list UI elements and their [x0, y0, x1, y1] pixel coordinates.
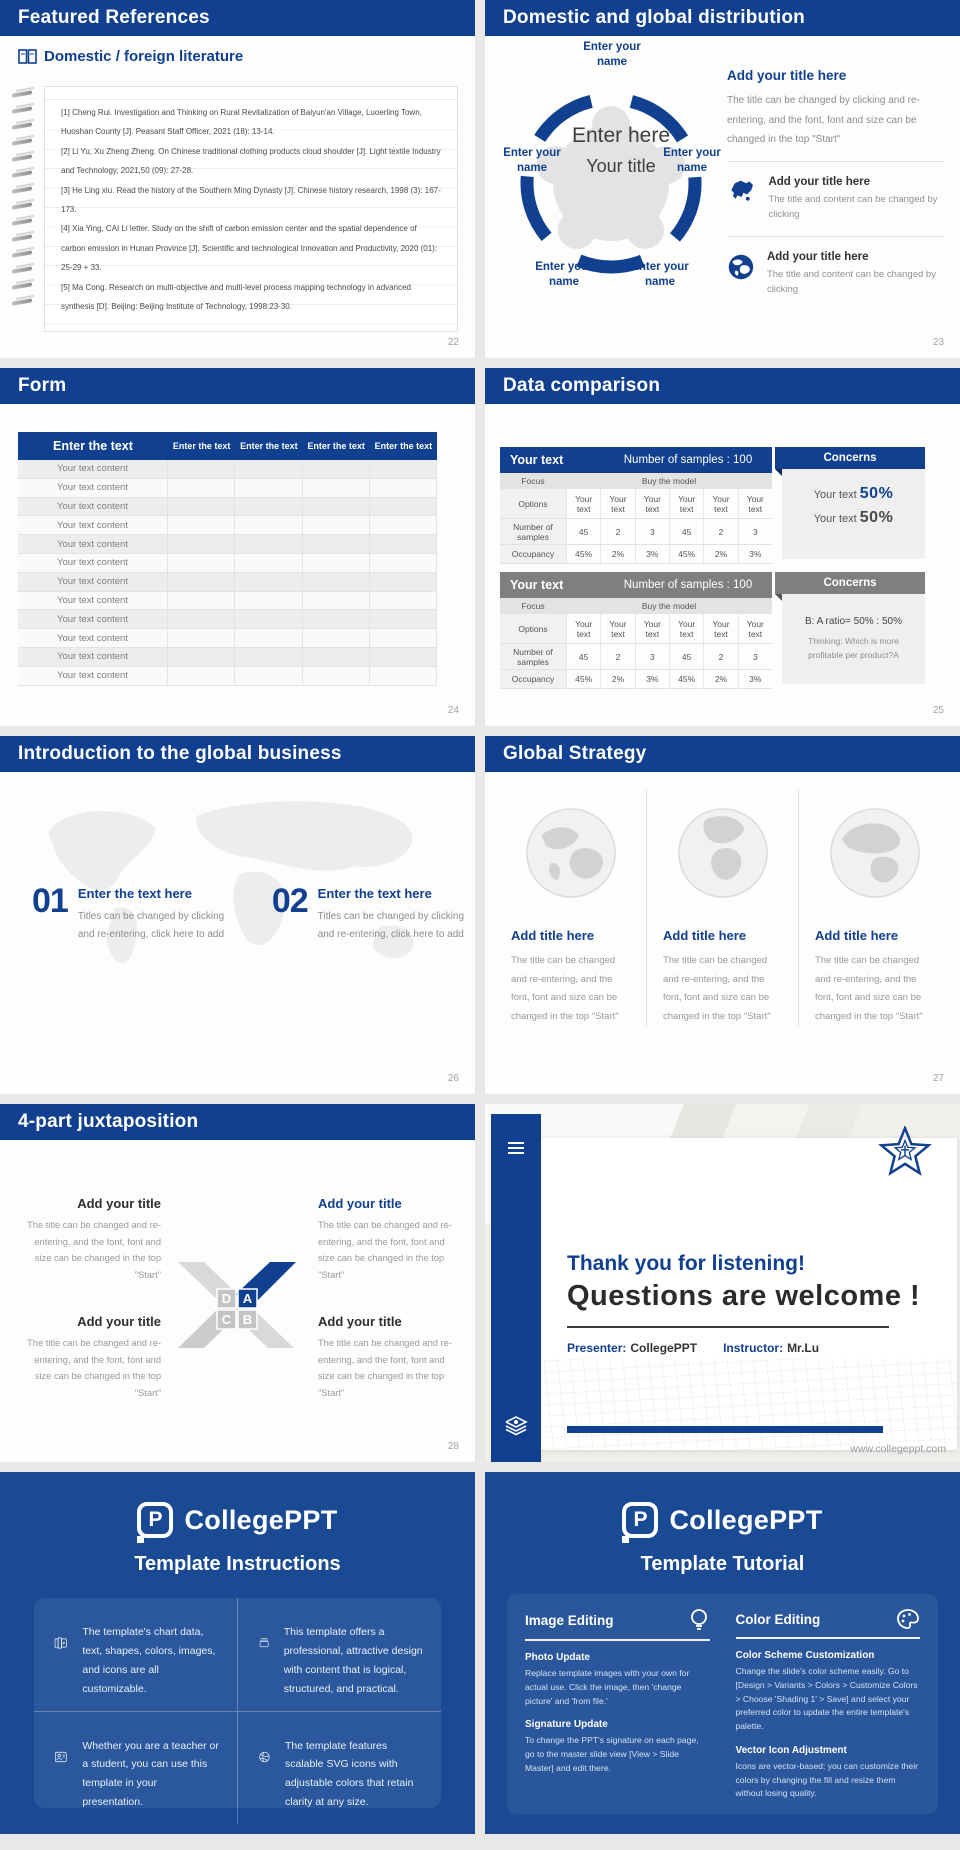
table-row: Number of samples 45 2 3 45 2 3	[500, 644, 772, 670]
table-row: Occupancy 45% 2% 3% 45% 2% 3%	[500, 545, 772, 564]
table-subheader: Focus Buy the model	[500, 473, 772, 489]
table-cell: 45%	[566, 545, 600, 564]
empty-cell	[303, 554, 370, 573]
table-cell: Your text	[703, 614, 737, 644]
strategy-column	[798, 790, 950, 1026]
empty-cell	[168, 460, 235, 479]
strategy-columns	[495, 790, 950, 1026]
tutorial-column-color-editing	[736, 1608, 921, 1804]
table-cell: 3%	[738, 670, 772, 689]
slide-title-bar	[485, 368, 960, 404]
numbered-items	[32, 884, 465, 943]
numbered-item	[272, 884, 475, 943]
form-table	[18, 432, 437, 686]
presenter-pair: Presenter: CollegePPT	[567, 1341, 698, 1355]
table-row	[18, 498, 437, 517]
item-heading: Enter the text here	[317, 886, 432, 901]
tutorial-section	[736, 1650, 921, 1734]
letter-c: C	[221, 1312, 232, 1327]
slide-title-bar	[0, 0, 475, 36]
slide-23-distribution[interactable]	[485, 0, 960, 358]
empty-cell	[235, 554, 302, 573]
numbered-item	[32, 884, 236, 943]
table-row: Options Your text Your text Your text Your text Your text Your text	[500, 614, 772, 644]
empty-cell	[168, 535, 235, 554]
section-heading: Vector Icon Adjustment	[735, 1744, 847, 1756]
empty-cell	[303, 629, 370, 648]
table-cell: 2%	[703, 670, 737, 689]
row-label-cell: Your text content	[18, 610, 168, 629]
empty-cell	[303, 516, 370, 535]
block-body: The title can be changed and re-entering, and the font, font and size can be changed in the top "Start"	[318, 1338, 452, 1399]
table-cell: 45%	[566, 670, 600, 689]
item-body: Titles can be changed by clicking and re-entering, click here to add	[317, 911, 465, 940]
table-cell: 3	[635, 644, 669, 670]
table-row	[18, 592, 437, 611]
row-label-cell: Your text content	[18, 535, 168, 554]
row-label-cell: Your text content	[18, 648, 168, 667]
distribution-right-column	[727, 68, 944, 300]
diagram-center-text: Enter here Your title	[571, 124, 671, 176]
divider-line	[567, 1326, 889, 1328]
ball-icon	[258, 1737, 272, 1777]
table-cell: 2%	[600, 670, 634, 689]
block-heading: Add your title here	[727, 68, 847, 83]
table-row	[18, 535, 437, 554]
block-body: The title can be changed by clicking and re-entering, and the font, font and size can be changed in the top "Start"	[727, 95, 920, 145]
table-row	[18, 554, 437, 573]
id-card-icon	[54, 1737, 68, 1777]
empty-cell	[235, 573, 302, 592]
empty-cell	[235, 648, 302, 667]
row-label-cell: Your text content	[18, 554, 168, 573]
thanks-line: Thank you for listening!	[567, 1252, 806, 1275]
table-header: Your text Number of samples : 100	[500, 572, 772, 598]
instruction-text: The template features scalable SVG icons with adjustable colors that retain clarity at any size.	[285, 1739, 414, 1809]
table-row	[18, 629, 437, 648]
item-body: The title and content can be changed by clicking	[766, 268, 936, 296]
text-block-bottom-left	[16, 1314, 161, 1402]
empty-cell	[303, 610, 370, 629]
table-cell: Your text	[635, 614, 669, 644]
item-number: 02	[271, 882, 308, 920]
table-cell: 2	[600, 519, 634, 545]
column-header: Enter the text	[374, 441, 433, 451]
slide-title: Global Strategy	[503, 743, 647, 764]
column-body: The title can be changed and re-entering, and the font, font and size can be changed in the top "Start"	[815, 955, 923, 1022]
empty-cell	[168, 516, 235, 535]
logo	[485, 1472, 960, 1538]
section-heading: Photo Update	[525, 1652, 590, 1663]
concerns-panel-gray	[782, 572, 925, 684]
table-row	[18, 460, 437, 479]
column-heading: Add title here	[815, 928, 899, 943]
column-header: Enter the text	[172, 441, 231, 451]
slide-28-juxtaposition[interactable]	[0, 1104, 475, 1462]
table-cell: Your text	[703, 489, 737, 519]
presenter-row	[567, 1341, 819, 1355]
item-body: Titles can be changed by clicking and re-entering, click here to add	[77, 911, 225, 940]
empty-cell	[168, 648, 235, 667]
table-cell: 3%	[635, 545, 669, 564]
letter-b: B	[242, 1312, 253, 1327]
tutorial-card	[507, 1594, 938, 1814]
slide-title: Domestic and global distribution	[503, 7, 805, 28]
text-block-top-right	[318, 1196, 463, 1284]
slide-thank-you[interactable]	[485, 1104, 960, 1462]
table-cell: Your text	[738, 489, 772, 519]
block-body: The title can be changed and re-entering, and the font, font and size can be changed in the top "Start"	[318, 1220, 452, 1281]
empty-cell	[303, 648, 370, 667]
empty-cell	[370, 554, 437, 573]
row-label-cell: Your text content	[18, 667, 168, 686]
section-heading: Signature Update	[525, 1719, 608, 1731]
text-block-top-left	[16, 1196, 161, 1284]
svg-text:P: P	[62, 1641, 66, 1646]
empty-cell	[168, 573, 235, 592]
table-row: Number of samples 45 2 3 45 2 3	[500, 519, 772, 545]
instruction-text: The template's chart data, text, shapes, colors, images, and icons are all customizable.	[82, 1626, 216, 1695]
table-row: Occupancy 45% 2% 3% 45% 2% 3%	[500, 670, 772, 689]
block-heading: Add your title	[318, 1314, 402, 1329]
row-label-cell: Your text content	[18, 479, 168, 498]
collegeppt-logo-icon: P	[622, 1502, 658, 1538]
reference-entry: [4] Xia Ying, CAI Li letter. Study on the shift of carbon emission center and the spatial dependence of carbon emission in Hunan Province [J]. Scientific and technological Innovation and Productivity, 2020 (01): 25-29 + 33.	[61, 224, 438, 273]
table-cell: Your text	[600, 614, 634, 644]
table-cell: 45%	[669, 670, 703, 689]
reference-paper	[44, 86, 458, 332]
globe-icon	[727, 251, 755, 283]
page-number: 26	[447, 1073, 459, 1084]
instruction-item	[34, 1598, 238, 1712]
lightbulb-icon	[688, 1608, 710, 1632]
tutorial-section	[736, 1745, 921, 1801]
table-row	[18, 610, 437, 629]
section-body: Change the slide's color scheme easily. Go to [Design > Variants > Colors > Customize Colors > Choose 'Shading 1' > Save] and select your preferred color to update the entire template's palette.	[735, 1666, 918, 1731]
questions-line: Questions are welcome !	[567, 1280, 921, 1312]
node-label: Enter your name	[663, 147, 721, 174]
palette-icon	[896, 1608, 920, 1630]
instruction-item	[34, 1712, 238, 1825]
concerns-body	[782, 469, 925, 559]
table-cell: Your text	[635, 489, 669, 519]
instructor-pair: Instructor: Mr.Lu	[723, 1341, 820, 1355]
accent-bar	[567, 1426, 883, 1433]
table-cell: 3%	[635, 670, 669, 689]
table-cell: 2%	[600, 545, 634, 564]
table-header-row	[18, 432, 437, 460]
empty-cell	[168, 554, 235, 573]
item-heading: Add your title here	[768, 175, 871, 188]
empty-cell	[168, 592, 235, 611]
table-cell: 45	[566, 519, 600, 545]
layers-icon	[504, 1414, 528, 1436]
empty-cell	[370, 516, 437, 535]
globe-icon	[524, 806, 618, 900]
page-number: 28	[447, 1441, 459, 1452]
side-ribbon	[491, 1114, 541, 1462]
list-item	[727, 248, 944, 300]
slide-title: Introduction to the global business	[18, 743, 342, 764]
empty-cell	[168, 629, 235, 648]
slide-title-bar	[0, 368, 475, 404]
instruction-item	[238, 1598, 442, 1712]
instruction-item	[238, 1712, 442, 1825]
table-cell: 2	[703, 519, 737, 545]
column-body: The title can be changed and re-entering, and the font, font and size can be changed in the top "Start"	[663, 955, 771, 1022]
reference-entry: [1] Cheng Rui. Investigation and Thinking on Rural Revitalization of Baiyun'an Village, Luoerling Town, Huoshan County [J]. Peasant Staff Officer, 2021 (18): 13-14.	[61, 108, 422, 137]
comparison-table-blue	[500, 447, 772, 564]
tutorial-section	[525, 1652, 710, 1708]
empty-cell	[235, 498, 302, 517]
empty-cell	[168, 610, 235, 629]
slide-25-data-comparison[interactable]	[485, 368, 960, 726]
block-heading: Add your title	[77, 1196, 161, 1211]
item-heading: Enter the text here	[77, 886, 192, 901]
globe-icon	[676, 806, 770, 900]
empty-cell	[235, 460, 302, 479]
column-header: Enter the text	[307, 441, 365, 451]
section-body: Icons are vector-based; you can customize their colors by changing the fill and resize them without losing quality.	[735, 1760, 918, 1799]
table-cell: 45	[669, 644, 703, 670]
table-row	[18, 479, 437, 498]
node-label: Enter your name	[535, 261, 593, 288]
ratio-line: B: A ratio= 50% : 50%	[804, 616, 902, 627]
thinking-line: Thinking: Which is more profitable per product?A	[808, 636, 899, 660]
table-cell: 3	[738, 644, 772, 670]
empty-cell	[168, 667, 235, 686]
panel-template-tutorial	[485, 1472, 960, 1834]
empty-cell	[235, 610, 302, 629]
concerns-panel-blue	[782, 447, 925, 559]
slide-title: 4-part juxtaposition	[18, 1111, 199, 1132]
page-number: 23	[932, 337, 944, 348]
table-cell: 2	[703, 644, 737, 670]
table-body	[18, 460, 437, 686]
row-label-cell: Your text content	[18, 573, 168, 592]
tutorial-section	[525, 1719, 710, 1775]
slide-title: Featured References	[18, 7, 210, 28]
book-icon	[18, 49, 37, 64]
instruction-text: Whether you are a teacher or a student, you can use this template in your presentation.	[82, 1739, 219, 1809]
concern-line: Your text 50%	[813, 485, 894, 502]
empty-cell	[370, 667, 437, 686]
row-label-cell: Your text content	[18, 516, 168, 535]
slide-title-bar	[485, 736, 960, 772]
gear-diagram	[501, 28, 723, 318]
column-body: The title can be changed and re-entering, and the font, font and size can be changed in the top "Start"	[511, 955, 619, 1022]
instructions-card	[34, 1598, 441, 1808]
empty-cell	[303, 460, 370, 479]
block-body: The title can be changed and re-entering, and the font, font and size can be changed in the top "Start"	[27, 1220, 161, 1281]
school-badge	[878, 1126, 932, 1180]
reference-entry: [5] Ma Cong. Research on multi-objective and multi-level process mapping technology in advanced synthesis [D]. Beijing: Beijing Institute of Technology, 1998:23-30.	[61, 282, 411, 312]
logo-text: CollegePPT	[184, 1504, 338, 1535]
table-cell: Your text	[566, 489, 600, 519]
table-row	[18, 648, 437, 667]
column-header: Enter the text	[240, 441, 298, 451]
row-label-cell: Your text content	[18, 460, 168, 479]
empty-cell	[303, 535, 370, 554]
letter-d: D	[221, 1291, 232, 1306]
logo	[0, 1472, 475, 1538]
section-heading: Domestic / foreign literature	[18, 48, 243, 65]
table-row	[18, 516, 437, 535]
spiral-binding	[12, 92, 32, 304]
empty-cell	[235, 592, 302, 611]
table-cell: 45%	[669, 545, 703, 564]
empty-cell	[235, 516, 302, 535]
column-header: Color Editing	[736, 1608, 921, 1639]
table-cell: 2	[600, 644, 634, 670]
reference-entry: [3] He Ling xiu. Read the history of the Southern Ming Dynasty [J]. Chinese history research, 1998 (3): 167-173.	[61, 185, 441, 215]
empty-cell	[303, 498, 370, 517]
concerns-header: Concerns	[775, 572, 925, 594]
empty-cell	[235, 629, 302, 648]
empty-cell	[370, 535, 437, 554]
block-body: The title can be changed and re-entering, and the font, font and size can be changed in the top "Start"	[27, 1338, 161, 1399]
slide-24-form[interactable]	[0, 368, 475, 726]
pages-icon	[54, 1623, 68, 1663]
slide-title-bar	[0, 1104, 475, 1140]
empty-cell	[370, 460, 437, 479]
empty-cell	[370, 573, 437, 592]
china-map-icon	[727, 176, 756, 206]
concerns-body	[782, 594, 925, 684]
empty-cell	[168, 479, 235, 498]
empty-cell	[235, 535, 302, 554]
node-label: Enter your name	[631, 261, 689, 288]
table-cell: 2%	[703, 545, 737, 564]
list-item	[727, 173, 944, 225]
reference-entry: [2] Li Yu, Xu Zheng Zheng. On Chinese traditional clothing products cloud shoulder [J]. Light textile Industry and Technology, 2021,50 (09): 27-28.	[61, 146, 441, 176]
node-label: Enter your name	[503, 147, 561, 174]
globe-icon	[828, 806, 922, 900]
table-row	[18, 573, 437, 592]
box-icon	[258, 1623, 270, 1663]
table-cell: 45	[669, 519, 703, 545]
row-label-cell: Your text content	[18, 498, 168, 517]
item-body: The title and content can be changed by clicking	[768, 193, 938, 220]
empty-cell	[235, 479, 302, 498]
table-cell: Your text	[600, 489, 634, 519]
empty-cell	[303, 667, 370, 686]
table-cell: Your text	[669, 614, 703, 644]
empty-cell	[303, 479, 370, 498]
page-number: 24	[447, 705, 459, 716]
table-row: Options Your text Your text Your text Your text Your text Your text	[500, 489, 772, 519]
page-number: 25	[932, 705, 944, 716]
page-number: 22	[447, 337, 459, 348]
panel-template-instructions	[0, 1472, 475, 1834]
empty-cell	[370, 498, 437, 517]
empty-cell	[370, 610, 437, 629]
table-cell: Your text	[738, 614, 772, 644]
logo-text: CollegePPT	[669, 1504, 823, 1535]
text-block-bottom-right	[318, 1314, 463, 1402]
slide-22-featured-references[interactable]	[0, 0, 475, 358]
table-subheader: Focus Buy the model	[500, 598, 772, 614]
empty-cell	[370, 479, 437, 498]
column-header: Image Editing	[525, 1608, 710, 1641]
table-cell: 3%	[738, 545, 772, 564]
table-cell: Your text	[669, 489, 703, 519]
section-body: Replace template images with your own for actual use. Click the image, then 'change picture' and 'from file.'	[525, 1668, 690, 1706]
collegeppt-logo-icon: P	[137, 1502, 173, 1538]
table-cell: Your text	[566, 614, 600, 644]
row-label-cell: Your text content	[18, 592, 168, 611]
instruction-text: This template offers a professional, attractive design with content that is logical, structured, and practical.	[283, 1626, 423, 1695]
item-heading: Add your title here	[766, 250, 869, 263]
empty-cell	[370, 592, 437, 611]
block-heading: Add your title	[318, 1196, 402, 1211]
slide-title: Data comparison	[503, 375, 661, 396]
slide-title: Form	[18, 375, 67, 396]
comparison-table-gray	[500, 572, 772, 689]
section-body: To change the PPT's signature on each page, go to the master slide view [View > Slide Master] and edit there.	[525, 1735, 699, 1773]
table-cell: 3	[635, 519, 669, 545]
slide-26-global-business[interactable]	[0, 736, 475, 1094]
panel-heading: Template Tutorial	[640, 1553, 805, 1575]
strategy-column	[646, 790, 798, 1026]
empty-cell	[370, 629, 437, 648]
row-label-cell: Your text content	[18, 629, 168, 648]
item-number: 01	[32, 882, 68, 920]
slide-27-global-strategy[interactable]	[485, 736, 960, 1094]
concern-line: Your text 50%	[813, 509, 894, 526]
block-heading: Add your title	[77, 1314, 161, 1329]
x-ribbon-diagram	[166, 1252, 308, 1360]
table-header: Your text Number of samples : 100	[500, 447, 772, 473]
tutorial-column-image-editing	[525, 1608, 710, 1804]
page-number: 27	[932, 1073, 944, 1084]
panel-heading: Template Instructions	[134, 1553, 341, 1575]
section-heading: Color Scheme Customization	[735, 1650, 875, 1661]
empty-cell	[370, 648, 437, 667]
wireframe-mesh	[527, 1358, 957, 1450]
table-cell: 45	[566, 644, 600, 670]
column-header: Enter the text	[53, 439, 133, 453]
empty-cell	[168, 498, 235, 517]
empty-cell	[303, 592, 370, 611]
column-heading: Add title here	[511, 928, 595, 943]
letter-a: A	[242, 1291, 253, 1306]
concerns-header: Concerns	[775, 447, 925, 469]
slide-title-bar	[0, 736, 475, 772]
table-row	[18, 667, 437, 686]
node-label: Enter your name	[583, 41, 641, 68]
column-heading: Add title here	[663, 928, 747, 943]
table-cell: 3	[738, 519, 772, 545]
menu-icon	[508, 1142, 524, 1157]
empty-cell	[235, 667, 302, 686]
strategy-column	[495, 790, 646, 1026]
empty-cell	[303, 573, 370, 592]
reference-list	[61, 103, 443, 316]
website-link[interactable]: www.collegeppt.com	[850, 1443, 946, 1455]
